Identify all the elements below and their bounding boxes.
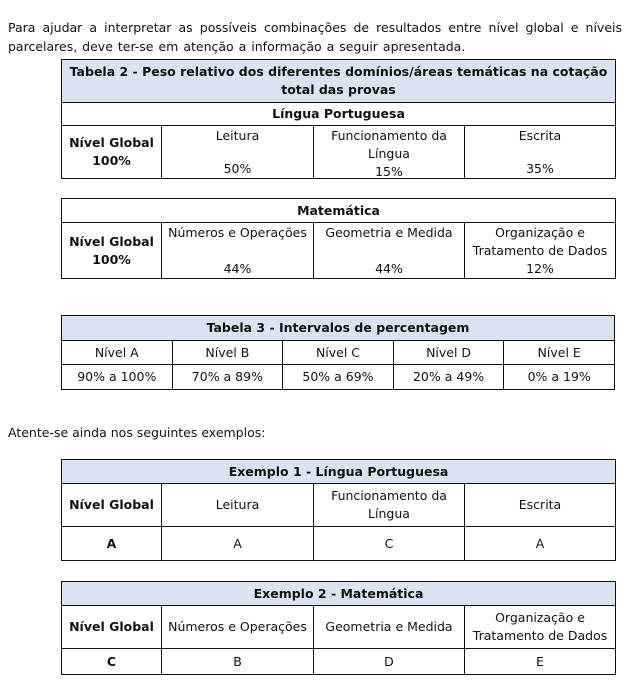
example1-title: Exemplo 1 - Língua Portuguesa xyxy=(62,460,616,484)
table2-mat-subject: Matemática xyxy=(62,199,616,223)
table3-title: Tabela 3 - Intervalos de percentagem xyxy=(62,316,615,341)
table3-range-b: 70% a 89% xyxy=(172,365,283,390)
domain-weight: 12% xyxy=(526,260,554,276)
domain-name: Funcionamento da Língua xyxy=(331,127,447,161)
table2-mat-domain-numeros xyxy=(162,223,314,279)
example1-value-leitura: A xyxy=(162,527,314,561)
table2-title: Tabela 2 - Peso relativo dos diferentes domínios/áreas temáticas na cotação total das provas xyxy=(62,60,616,103)
domain-weight: 15% xyxy=(375,163,403,179)
domain-name: Leitura xyxy=(215,127,260,143)
domain-weight: 44% xyxy=(375,260,403,276)
table2-lp-domain-funcionamento xyxy=(314,126,465,179)
global-label: Nível Global xyxy=(69,233,154,249)
table3-intervalos xyxy=(61,315,615,390)
table2-mat-domain-organizacao xyxy=(465,223,616,279)
example1-table xyxy=(61,459,616,561)
table2-lp-subject: Língua Portuguesa xyxy=(62,103,616,126)
table3-level-b: Nível B xyxy=(172,341,283,365)
table2-lp-domain-escrita xyxy=(465,126,616,179)
example1-value-global: A xyxy=(62,527,162,561)
table2-lingua-portuguesa xyxy=(61,59,616,179)
example2-header-global: Nível Global xyxy=(62,606,162,649)
global-label: Nível Global xyxy=(69,135,154,150)
table3-level-c: Nível C xyxy=(283,341,394,365)
table3-level-e: Nível E xyxy=(504,341,615,365)
example2-header-geometria: Geometria e Medida xyxy=(314,606,465,649)
example2-value-numeros: B xyxy=(162,649,314,675)
example1-value-escrita: A xyxy=(465,527,616,561)
example2-header-numeros: Números e Operações xyxy=(162,606,314,649)
example2-table xyxy=(61,581,616,675)
table3-range-a: 90% a 100% xyxy=(62,365,173,390)
example2-title: Exemplo 2 - Matemática xyxy=(62,582,616,606)
domain-name: Escrita xyxy=(518,127,562,143)
example1-value-funcionamento: C xyxy=(314,527,465,561)
domain-weight: 50% xyxy=(223,160,252,176)
table2-lp-domain-leitura xyxy=(162,126,314,179)
intro-paragraph: Para ajudar a interpretar as possíveis combinações de resultados entre nível global e níveis parcelares, deve ter-se em atenção a informação a seguir apresentada. xyxy=(8,19,622,54)
domain-weight: 44% xyxy=(223,260,252,276)
example2-value-global: C xyxy=(62,649,162,675)
table2-matematica xyxy=(61,198,616,279)
table2-lp-global xyxy=(62,126,162,179)
global-value: 100% xyxy=(92,251,131,267)
example1-header-leitura: Leitura xyxy=(162,484,314,527)
domain-name: Números e Operações xyxy=(168,224,307,240)
table3-level-d: Nível D xyxy=(393,341,504,365)
table3-range-d: 20% a 49% xyxy=(393,365,504,390)
example2-header-organizacao: Organização e Tratamento de Dados xyxy=(465,606,616,649)
table2-mat-domain-geometria xyxy=(314,223,465,279)
global-value: 100% xyxy=(92,153,131,168)
example1-header-funcionamento: Funcionamento da Língua xyxy=(314,484,465,527)
examples-intro: Atente-se ainda nos seguintes exemplos: xyxy=(8,425,266,440)
table3-range-c: 50% a 69% xyxy=(283,365,394,390)
table3-range-e: 0% a 19% xyxy=(504,365,615,390)
domain-weight: 35% xyxy=(526,160,554,176)
domain-name: Geometria e Medida xyxy=(325,224,453,240)
table2-mat-global xyxy=(62,223,162,279)
example2-value-organizacao: E xyxy=(465,649,616,675)
domain-name: Organização e Tratamento de Dados xyxy=(472,224,608,258)
table3-level-a: Nível A xyxy=(62,341,173,365)
example2-value-geometria: D xyxy=(314,649,465,675)
example1-header-escrita: Escrita xyxy=(465,484,616,527)
example1-header-global: Nível Global xyxy=(62,484,162,527)
